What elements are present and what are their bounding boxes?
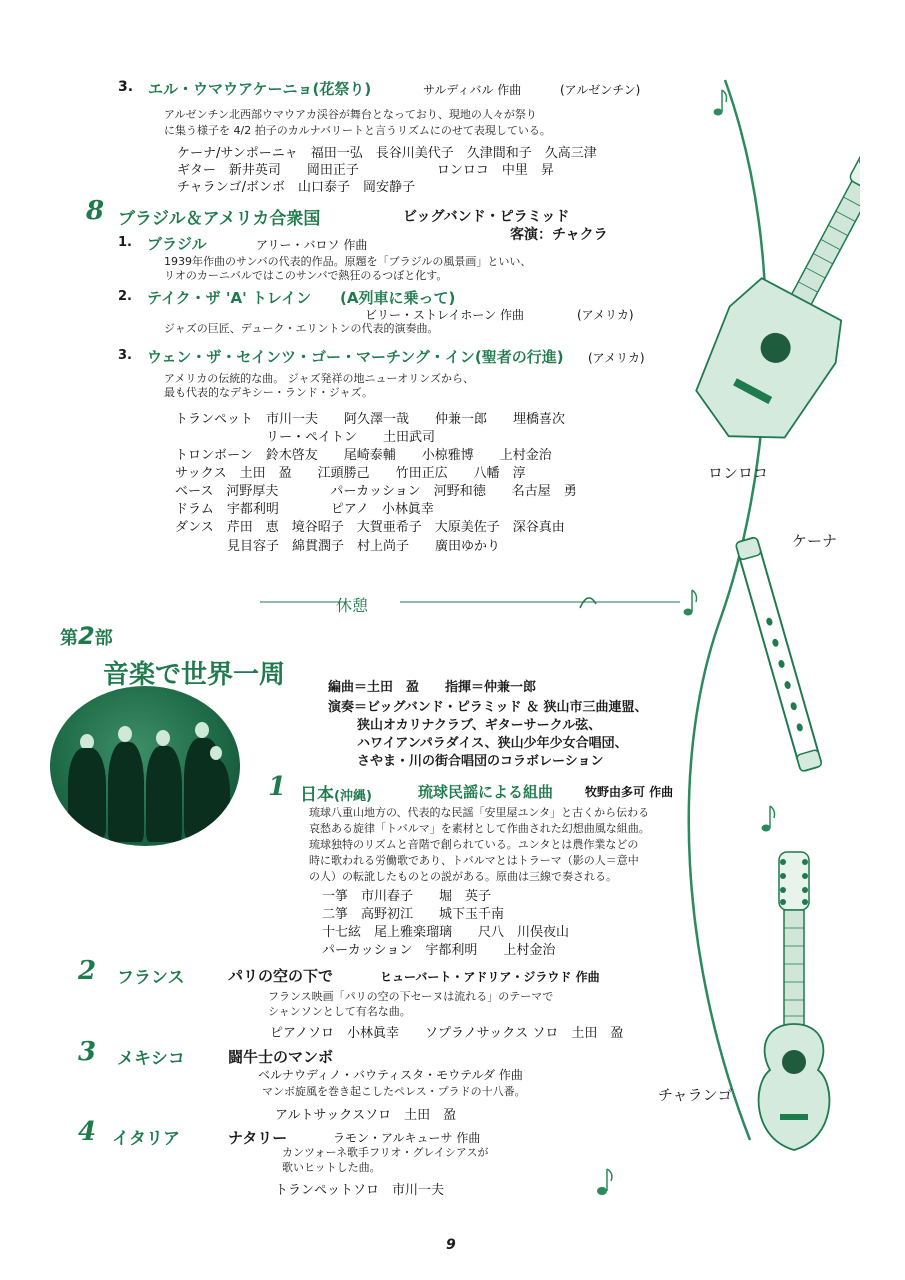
performer-line: ギター 新井英司 岡田正子 ロンロコ 中里 昇 [177,163,554,178]
member-line: 十七絃 尾上雅楽瑠璃 尺八 川俣夜山 [322,925,570,940]
member-line: 一箏 市川春子 堀 英子 [322,889,492,904]
country: (アメリカ) [588,351,645,365]
performers-line: 演奏＝ビッグバンド・ピラミッド ＆ 狭山市三曲連盟、 [328,700,648,715]
section-number: 8 [86,196,105,226]
description-line: 1939年作曲のサンバの代表的作品。原題を「ブラジルの風景画」といい、 [164,255,532,268]
performers-line: さやま・川の街合唱団のコラボレーション [357,754,604,769]
country-name: フランス [117,968,185,988]
member-line: サックス 土田 盈 江頭勝己 竹田正広 八幡 淳 [175,466,526,481]
ronroco-illustration [695,95,860,455]
music-note-icon [594,1165,618,1199]
charango-label: チャランゴ [658,1086,733,1104]
page-number: 9 [446,1237,456,1253]
item-number: 3. [118,79,134,95]
section-number: 2 [78,956,97,986]
performer-line: チャランゴ/ボンボ 山口泰子 岡安静子 [177,180,415,195]
member-line: パーカッション 宇都利明 上村金治 [322,943,556,958]
song-title: ナタリー [228,1129,288,1147]
section-number: 4 [78,1117,97,1147]
guest: 客演：チャクラ [510,227,608,243]
description-line: アメリカの伝統的な曲。 ジャズ発祥の地ニューオリンズから、 [164,372,474,385]
quena-illustration [735,530,825,780]
member-line: 見目容子 綿貫潤子 村上尚子 廣田ゆかり [175,539,501,554]
section-number: 1 [268,772,287,802]
song-subtitle: (A列車に乗って) [340,289,456,307]
description-line: ジャズの巨匠、デューク・エリントンの代表的演奏曲。 [164,322,439,335]
description-line: 最も代表的なデキシー・ランド・ジャズ。 [164,386,373,399]
ronroco-label: ロンロコ [708,464,769,482]
song-title: ウェン・ザ・セインツ・ゴー・マーチング・イン(聖者の行進) [147,348,564,366]
solo-line: ピアノソロ 小林眞幸 ソプラノサックス ソロ 土田 盈 [270,1026,624,1041]
description-line: 哀愁ある旋律「トバルマ」を素材として作曲された幻想曲風な組曲。 [309,822,650,835]
description-line: リオのカーニバルではこのサンバで熱狂のるつぼと化す。 [164,269,448,282]
composer: ビリー・ストレイホーン 作曲 [365,308,524,322]
band-photo [50,686,240,846]
part-title: 音楽で世界一周 [103,660,286,690]
description-line: 琉球独特のリズムと音階で創られている。ユンタとは農作業などの [309,838,639,851]
composer: ラモン・アルキューサ 作曲 [333,1131,481,1145]
composer: 牧野由多可 作曲 [585,785,674,799]
description-line: の人）の転訛したものとの説がある。原曲は三線で奏される。 [309,870,617,883]
description-line: カンツォーネ歌手フリオ・グレイシアスが [282,1146,489,1159]
charango-illustration [752,848,837,1158]
intermission-label: 休憩 [336,596,369,615]
song-title: テイク・ザ 'A' トレイン [147,289,312,307]
description-line: マンボ旋風を巻き起こしたペレス・プラドの十八番。 [262,1085,526,1098]
quena-label: ケーナ [792,532,838,550]
part-label: 第2部 [60,622,113,650]
country: (アメリカ) [577,308,634,322]
item-number: 1. [118,235,132,250]
song-title: 琉球民謡による組曲 [418,783,554,801]
member-line: ダンス 芹田 恵 境谷昭子 大賀亜希子 大原美佐子 深谷真由 [175,520,565,535]
composer: ヒューバート・アドリア・ジラウド 作曲 [380,970,600,984]
member-line: トロンボーン 鈴木啓友 尾崎泰輔 小椋雅博 上村金治 [175,448,552,463]
composer: アリー・バロソ 作曲 [256,238,368,252]
song-title: ブラジル [147,235,207,253]
intermission-divider [250,588,690,620]
description-line: 時に歌われる労働歌であり、トバルマとはトラーマ（影の人＝意中 [309,854,639,867]
solo-line: アルトサックスソロ 土田 盈 [275,1108,457,1123]
song-title: パリの空の下で [228,967,334,985]
description-line: アルゼンチン北西部ウマウアカ渓谷が舞台となっており、現地の人々が祭り [164,108,537,121]
composer: サルディバル 作曲 [423,83,522,97]
country-name: メキシコ [117,1049,185,1069]
description-line: 歌いヒットした曲。 [282,1161,381,1174]
country: (アルゼンチン) [560,83,641,97]
description-line: シャンソンとして有名な曲。 [268,1005,411,1018]
section-number: 3 [78,1037,97,1067]
song-title: 闘牛士のマンボ [228,1048,334,1066]
composer: ベルナウディノ・バウティスタ・モウテルダ 作曲 [258,1068,523,1082]
description-line: フランス映画「パリの空の下セーヌは流れる」のテーマで [268,990,554,1003]
member-line: ベース 河野厚夫 パーカッション 河野和徳 名古屋 勇 [175,484,577,499]
description-line: 琉球八重山地方の、代表的な民謡「安里屋ユンタ」と古くから伝わる [309,806,650,819]
country-name: イタリア [112,1129,180,1149]
item-number: 2. [118,289,132,304]
performers-line: 狭山オカリナクラブ、ギターサークル弦、 [357,718,602,733]
song-title: エル・ウマウアケーニョ(花祭り) [148,80,372,98]
member-line: トランペット 市川一夫 阿久澤一哉 仲兼一郎 埋橋喜次 [175,412,566,427]
member-line: ドラム 宇都利明 ピアノ 小林眞幸 [175,502,434,517]
country-name: 日本(沖縄) [300,785,372,805]
member-line: リー・ペイトン 土田武司 [175,430,436,445]
solo-line: トランペットソロ 市川一夫 [275,1183,445,1198]
item-number: 3. [118,348,132,363]
arranger-conductor: 編曲＝土田 盈 指揮＝仲兼一郎 [328,680,537,695]
performer-line: ケーナ/サンポーニャ 福田一弘 長谷川美代子 久津間和子 久高三津 [177,146,597,161]
section-title: ブラジル＆アメリカ合衆国 [118,209,321,229]
band-name: ビッグバンド・ピラミッド [403,209,570,225]
performers-line: ハワイアンパラダイス、狭山少年少女合唱団、 [357,736,628,751]
description-line: に集う様子を 4/2 拍子のカルナバリートと言うリズムにのせて表現している。 [164,124,551,137]
member-line: 二箏 高野初江 城下玉千南 [322,907,505,922]
